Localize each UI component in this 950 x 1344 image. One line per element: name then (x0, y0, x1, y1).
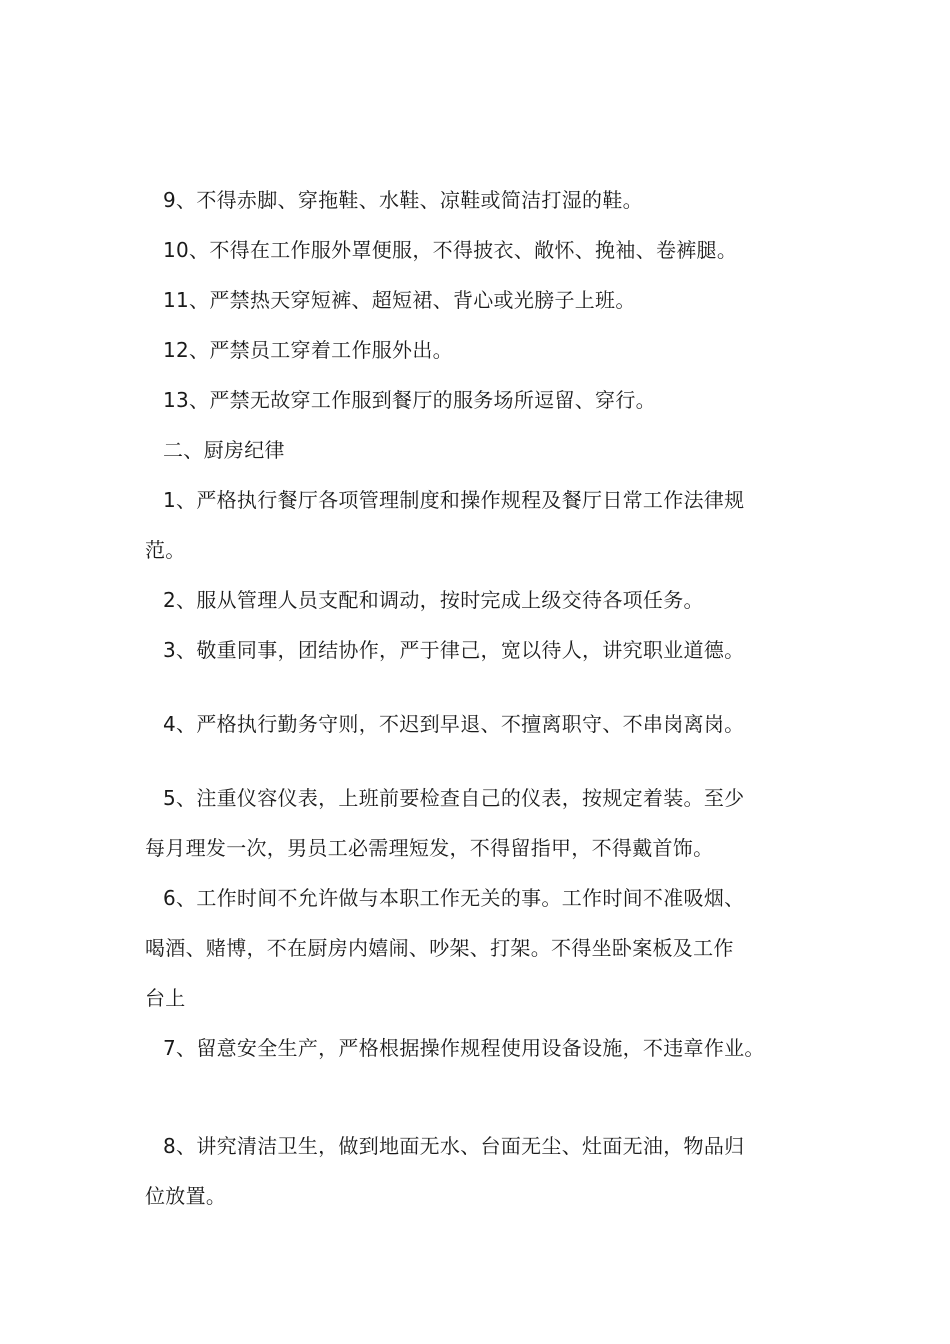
rule-11: 11、严禁热天穿短裤、超短裙、背心或光膀子上班。 (163, 288, 636, 312)
kitchen-rule-8-continued: 位放置。 (145, 1184, 227, 1208)
kitchen-rule-3: 3、敬重同事，团结协作，严于律己，宽以待人，讲究职业道德。 (163, 638, 745, 662)
kitchen-rule-8: 8、讲究清洁卫生，做到地面无水、台面无尘、灶面无油，物品归 (163, 1134, 745, 1158)
kitchen-rule-5-continued: 每月理发一次，男员工必需理短发，不得留指甲，不得戴首饰。 (145, 836, 714, 860)
rule-9: 9、不得赤脚、穿拖鞋、水鞋、凉鞋或简洁打湿的鞋。 (163, 188, 643, 212)
kitchen-rule-4: 4、严格执行勤务守则，不迟到早退、不擅离职守、不串岗离岗。 (163, 712, 745, 736)
rule-10: 10、不得在工作服外罩便服，不得披衣、敞怀、挽袖、卷裤腿。 (163, 238, 738, 262)
kitchen-rule-6-continued-2: 台上 (145, 986, 186, 1010)
rule-12: 12、严禁员工穿着工作服外出。 (163, 338, 453, 362)
rule-13: 13、严禁无故穿工作服到餐厅的服务场所逗留、穿行。 (163, 388, 656, 412)
kitchen-rule-1: 1、严格执行餐厅各项管理制度和操作规程及餐厅日常工作法律规 (163, 488, 745, 512)
kitchen-rule-6: 6、工作时间不允许做与本职工作无关的事。工作时间不准吸烟、 (163, 886, 745, 910)
kitchen-rule-2: 2、服从管理人员支配和调动，按时完成上级交待各项任务。 (163, 588, 704, 612)
kitchen-rule-5: 5、注重仪容仪表，上班前要检查自己的仪表，按规定着装。至少 (163, 786, 745, 810)
kitchen-rule-6-continued: 喝酒、赌博，不在厨房内嬉闹、吵架、打架。不得坐卧案板及工作 (145, 936, 734, 960)
section-heading-kitchen-discipline: 二、厨房纪律 (163, 438, 285, 462)
kitchen-rule-7: 7、留意安全生产，严格根据操作规程使用设备设施，不违章作业。 (163, 1036, 765, 1060)
kitchen-rule-1-continued: 范。 (145, 538, 186, 562)
